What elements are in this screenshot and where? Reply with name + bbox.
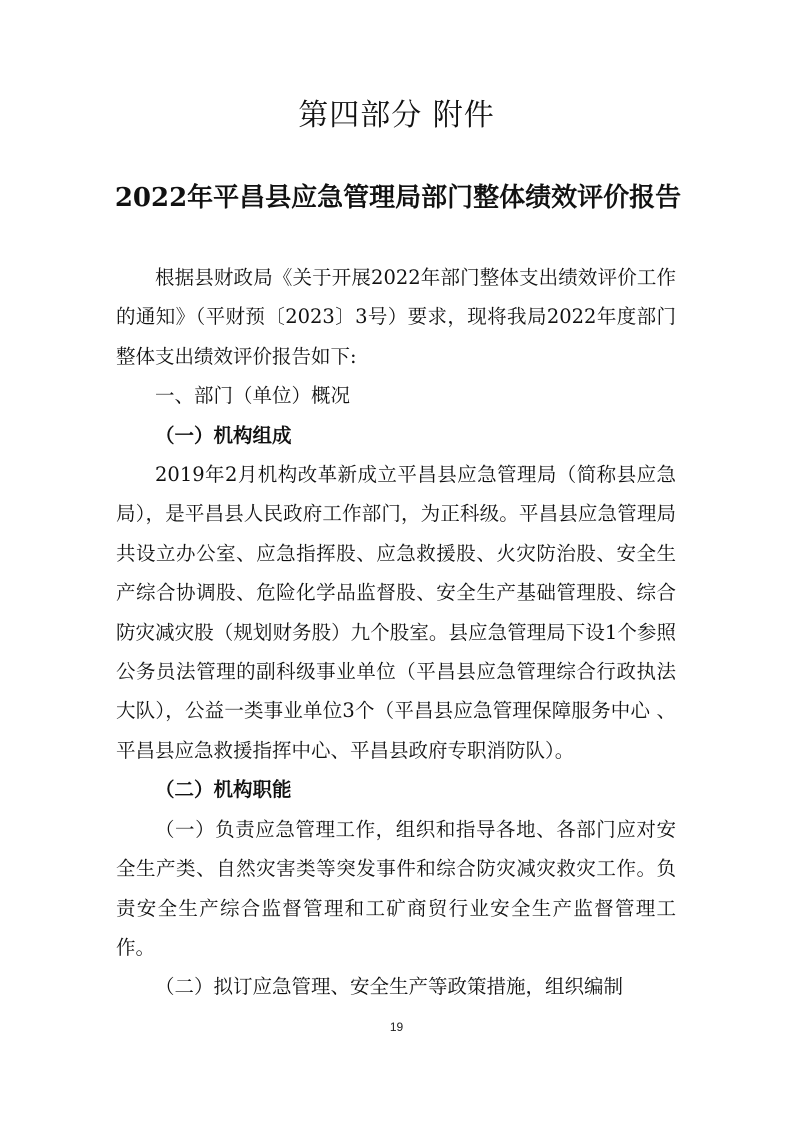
organization-paragraph: 2019年2月机构改革新成立平昌县应急管理局（简称县应急局），是平昌县人民政府工作部门，为正科级。平昌县应急管理局共设立办公室、应急指挥股、应急救援股、火灾防治股、安全生产综合协调股、危险化学品监督股、安全生产基础管理股、综合防灾减灾股（规划财务股）九个股室。县应急管理局下设1个参照公务员法管理的副科级事业单位（平昌县应急管理综合行政执法大队），公益一类事业单位3个（平昌县应急管理保障服务中心 、平昌县应急救援指挥中心、平昌县政府专职消防队）。 xyxy=(116,463,676,762)
section-heading: 一、部门（单位）概况 xyxy=(155,384,351,408)
report-title: 2022年平昌县应急管理局部门整体绩效评价报告 xyxy=(114,183,682,213)
function-paragraph: （二）拟订应急管理、安全生产等政策措施，组织编制 xyxy=(155,975,624,999)
function-paragraph: （一）负责应急管理工作，组织和指导各地、各部门应对安全生产类、自然灾害类等突发事件和综合防灾减灾救灾工作。负责安全生产综合监督管理和工矿商贸行业安全生产监督管理工作。 xyxy=(116,817,676,959)
subsection-heading: （一）机构组成 xyxy=(155,423,292,447)
page-number: 19 xyxy=(389,1020,404,1034)
part-title: 第四部分 附件 xyxy=(298,98,495,133)
subsection-heading: （二）机构职能 xyxy=(155,778,292,802)
document-body xyxy=(116,258,676,1007)
intro-paragraph: 根据县财政局《关于开展2022年部门整体支出绩效评价工作的通知》（平财预〔2023〕3号）要求，现将我局2022年度部门整体支出绩效评价报告如下: xyxy=(116,266,676,368)
